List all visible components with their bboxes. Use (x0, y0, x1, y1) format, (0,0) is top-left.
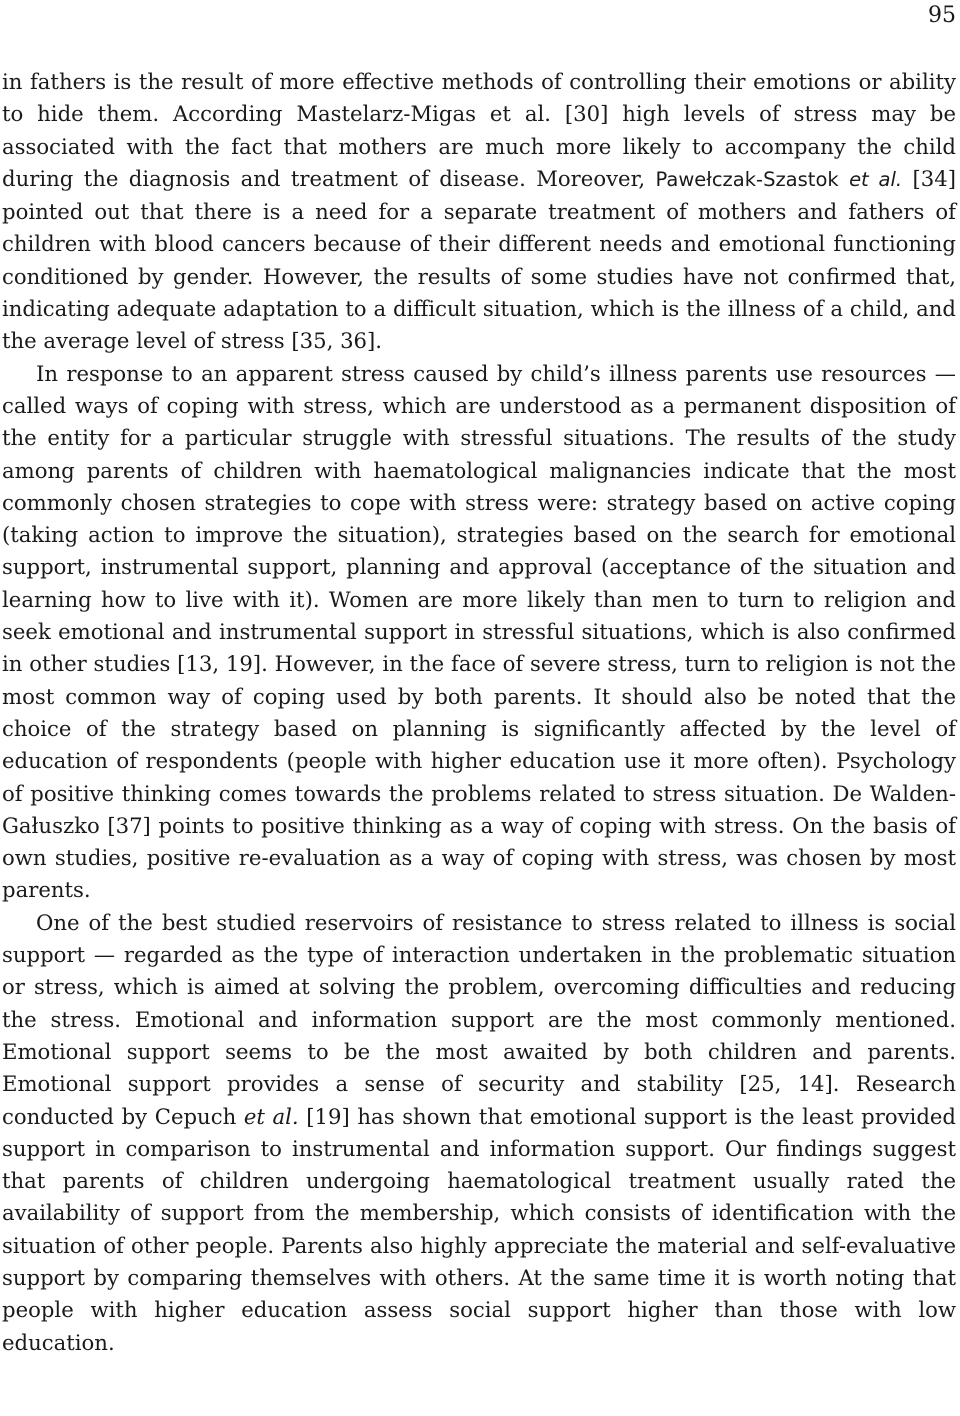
paragraph-2: In response to an apparent stress caused by child’s illness parents use resources — called ways of coping with stress, which are understood as a permanent disposition of the entity for a particular struggle with stressful situations. The results of the study among parents of children with haematological malignancies indicate that the most commonly chosen strategies to cope with stress were: strategy based on active coping (taking action to improve the situation), strategies based on the search for emotional support, instrumental support, planning and approval (acceptance of the situation and learning how to live with it). Women are more likely than men to turn to religion and seek emotional and instrumental support in stressful situations, which is also confirmed in other studies [13, 19]. However, in the face of severe stress, turn to religion is not the most common way of coping used by both parents. It should also be noted that the choice of the strategy based on planning is significantly affected by the level of education of respondents (people with higher education use it more often). Psychology of positive thinking comes towards the problems related to stress situation. De Walden-Gałuszko [37] points to positive thinking as a way of coping with stress. On the basis of own studies, positive re-evaluation as a way of coping with stress, was chosen by most parents. (2, 360, 956, 903)
et-al-citation: et al. (243, 1103, 299, 1129)
paragraph-1-text-end: [34] pointed out that there is a need for a separate treatment of mothers and fathers of children with blood cancers because of their different needs and emotional functioning conditioned by gender. However, the results of some studies have not confirmed that, indicating adequate adaptation to a difficult situation, which is the illness of a child, and the average level of stress [35, 36]. (2, 165, 956, 354)
paragraph-3-text-end: [19] has shown that emotional support is the least provided support in comparison to instrumental and information support. Our findings suggest that parents of children undergoing haematological treatment usually rated the availability of support from the membership, which consists of identification with the situation of other people. Parents also highly appreciate the material and self-evaluative support by comparing themselves with others. At the same time it is worth noting that people with higher education assess social support higher than those with low education. (2, 1103, 956, 1355)
paragraph-1 (2, 66, 956, 358)
paragraph-1-text-start: in fathers is the result of more effective methods of controlling their emotions or ability to hide them. According Mastelarz-Migas et al. [30] high levels of stress may be associated with the fact that mothers are much more likely to accompany the child during the diagnosis and treatment of disease. Moreover, (2, 69, 956, 191)
author-name: Pawełczak-Szastok (655, 167, 839, 191)
paragraph-3-text-start: One of the best studied reservoirs of resistance to stress related to illness is social support — regarded as the type of interaction undertaken in the problematic situation or stress, which is aimed at solving the problem, overcoming difficulties and reducing the stress. Emotional and information support are the most commonly mentioned. Emotional support seems to be the most awaited by both children and parents. Emotional support provides a sense of security and stability [25, 14]. Research conducted by Cepuch (2, 909, 956, 1129)
body-text (2, 66, 956, 1359)
page-number: 95 (928, 3, 956, 28)
paragraph-3 (2, 907, 956, 1359)
et-al-citation: et al. (849, 167, 903, 191)
